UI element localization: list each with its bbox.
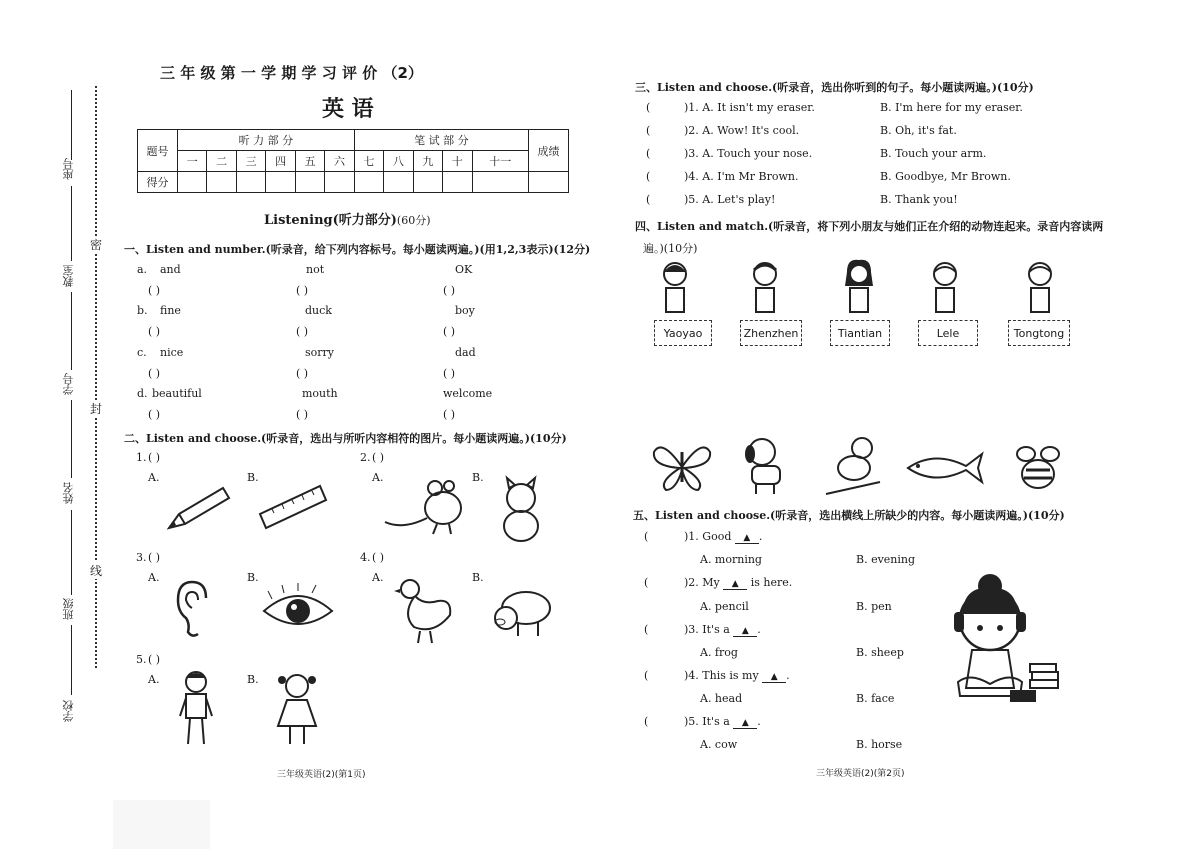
cat-icon bbox=[495, 478, 547, 544]
s5-question bbox=[684, 715, 761, 729]
opt-b: B. bbox=[472, 471, 484, 484]
school-line bbox=[71, 625, 72, 695]
exam-title: 三 年 级 第 一 学 期 学 习 评 价 （2） bbox=[160, 64, 423, 82]
col-7: 七 bbox=[354, 151, 383, 172]
s1-word: duck bbox=[305, 304, 332, 317]
score-cell[interactable] bbox=[236, 172, 265, 193]
name-line bbox=[71, 400, 72, 478]
opt-a: A. bbox=[148, 471, 160, 484]
opt-a: A. bbox=[148, 571, 160, 584]
s5-post: . bbox=[757, 715, 761, 728]
opt-a: A. bbox=[372, 571, 384, 584]
mouse-icon bbox=[383, 478, 473, 538]
col-9: 九 bbox=[413, 151, 442, 172]
blank-triangle-icon: ▲ bbox=[723, 579, 747, 590]
listening-en: Listening bbox=[264, 213, 333, 228]
name-tag-tiantian[interactable]: Tiantian bbox=[830, 320, 890, 346]
s2-q-num: 4. bbox=[360, 551, 371, 564]
col-2: 二 bbox=[207, 151, 236, 172]
s2-title: 二、Listen and choose.(听录音，选出与所听内容相符的图片。每小题读两遍。)(10分) bbox=[124, 432, 567, 445]
kid-yaoyao-icon bbox=[660, 260, 690, 314]
writing-header: 笔 试 部 分 bbox=[354, 130, 528, 151]
id-line bbox=[71, 292, 72, 370]
s5-open[interactable]: ( bbox=[644, 576, 649, 589]
score-cell[interactable] bbox=[354, 172, 383, 193]
s1-word: fine bbox=[160, 304, 181, 317]
boy-icon bbox=[178, 670, 214, 748]
opt-a: A. bbox=[148, 673, 160, 686]
scan-shadow bbox=[113, 800, 210, 849]
score-table bbox=[137, 129, 569, 193]
seat-line bbox=[71, 90, 72, 160]
s3-opt-b: B. Oh, it's fat. bbox=[880, 124, 957, 137]
s3-open[interactable]: ( bbox=[646, 124, 651, 137]
s5-question bbox=[684, 576, 792, 590]
answer-paren[interactable]: ( ) bbox=[148, 451, 161, 464]
s3-open[interactable]: ( bbox=[646, 101, 651, 114]
s2-q-num: 2. bbox=[360, 451, 371, 464]
s3-open[interactable]: ( bbox=[646, 147, 651, 160]
score-cell[interactable] bbox=[413, 172, 442, 193]
seat-label: 座号 bbox=[62, 158, 75, 180]
s1-word: not bbox=[306, 263, 325, 276]
s5-pre: )1. Good bbox=[684, 530, 732, 543]
s5-post: . bbox=[758, 530, 763, 543]
col-11: 十一 bbox=[472, 151, 528, 172]
s3-opt-b: B. Touch your arm. bbox=[880, 147, 987, 160]
s5-question bbox=[684, 530, 762, 544]
score-cell[interactable] bbox=[266, 172, 295, 193]
s5-opt-b: B. sheep bbox=[856, 646, 904, 659]
blank-triangle-icon: ▲ bbox=[762, 672, 786, 683]
s5-question bbox=[684, 669, 790, 683]
school-label: 学校 bbox=[62, 700, 75, 722]
listening-header: 听 力 部 分 bbox=[178, 130, 355, 151]
col-6: 六 bbox=[325, 151, 354, 172]
s5-pre: )2. My bbox=[684, 576, 720, 589]
q-label: 题号 bbox=[138, 130, 178, 172]
s3-opt-a: )3. A. Touch your nose. bbox=[684, 147, 813, 160]
s5-opt-a: A. cow bbox=[700, 738, 738, 751]
s1-title: 一、Listen and number.(听录音，给下列内容标号。每小题读两遍。)(用1,2,3表示)(12分) bbox=[124, 243, 591, 256]
fish-icon bbox=[904, 450, 984, 486]
class-label: 班级 bbox=[62, 598, 75, 620]
s3-opt-a: )4. A. I'm Mr Brown. bbox=[684, 170, 799, 183]
answer-paren[interactable]: ( ) bbox=[443, 325, 456, 338]
s5-pre: )5. It's a bbox=[684, 715, 730, 728]
s1-word: OK bbox=[455, 263, 473, 276]
col-1: 一 bbox=[178, 151, 207, 172]
blank-triangle-icon: ▲ bbox=[735, 533, 759, 544]
kid-tongtong-icon bbox=[1025, 260, 1055, 314]
ruler-icon bbox=[258, 484, 328, 530]
s1-prefix: c. bbox=[137, 346, 147, 359]
s1-word: beautiful bbox=[152, 387, 202, 400]
answer-paren[interactable]: ( ) bbox=[372, 451, 385, 464]
answer-paren[interactable]: ( ) bbox=[372, 551, 385, 564]
seal-char-1: 密 bbox=[90, 238, 103, 252]
col-8: 八 bbox=[384, 151, 413, 172]
s1-word: mouth bbox=[302, 387, 338, 400]
dog-icon bbox=[740, 436, 790, 496]
s5-open[interactable]: ( bbox=[644, 623, 649, 636]
s5-opt-b: B. horse bbox=[856, 738, 903, 751]
s5-opt-b: B. face bbox=[856, 692, 895, 705]
eye-icon bbox=[260, 585, 336, 635]
cut-line bbox=[95, 86, 97, 668]
score-cell[interactable] bbox=[472, 172, 528, 193]
answer-paren[interactable]: ( ) bbox=[148, 284, 161, 297]
s3-open[interactable]: ( bbox=[646, 170, 651, 183]
s3-opt-b: B. I'm here for my eraser. bbox=[880, 101, 1023, 114]
score-cell[interactable] bbox=[178, 172, 207, 193]
s5-opt-a: A. pencil bbox=[700, 600, 749, 613]
s3-opt-b: B. Thank you! bbox=[880, 193, 958, 206]
s5-open[interactable]: ( bbox=[644, 530, 649, 543]
kid-lele-icon bbox=[930, 260, 960, 314]
score-cell[interactable] bbox=[295, 172, 324, 193]
opt-a: A. bbox=[372, 471, 384, 484]
name-tag-tongtong[interactable]: Tongtong bbox=[1008, 320, 1070, 346]
s3-title: 三、Listen and choose.(听录音，选出你听到的句子。每小题读两遍。)(10分) bbox=[635, 81, 1034, 94]
s5-opt-a: A. frog bbox=[700, 646, 738, 659]
s5-open[interactable]: ( bbox=[644, 715, 649, 728]
col-3: 三 bbox=[236, 151, 265, 172]
listening-cn: (听力部分) bbox=[332, 213, 397, 228]
s5-opt-b: B. pen bbox=[856, 600, 892, 613]
score-cell[interactable] bbox=[443, 172, 472, 193]
s5-post: . bbox=[757, 623, 761, 636]
hen-icon bbox=[394, 575, 456, 645]
s1-word: boy bbox=[455, 304, 475, 317]
blank-triangle-icon: ▲ bbox=[733, 626, 757, 637]
s4-title-line1: 四、Listen and match.(听录音，将下列小朋友与她们正在介绍的动物连起来。录音内容读两 bbox=[635, 220, 1104, 233]
seal-char-2: 封 bbox=[90, 402, 103, 416]
girl-icon bbox=[272, 672, 322, 748]
col-4: 四 bbox=[266, 151, 295, 172]
ear-icon bbox=[176, 580, 212, 638]
seal-char-3: 线 bbox=[90, 564, 103, 578]
s2-q-num: 5. bbox=[136, 653, 147, 666]
name-tag-zhenzhen[interactable]: Zhenzhen bbox=[740, 320, 802, 346]
answer-paren[interactable]: ( ) bbox=[443, 367, 456, 380]
answer-paren[interactable]: ( ) bbox=[148, 653, 161, 666]
s5-opt-b: B. evening bbox=[856, 553, 916, 566]
butterfly-icon bbox=[652, 442, 712, 492]
s1-word: dad bbox=[455, 346, 476, 359]
s5-post: is here. bbox=[750, 576, 793, 589]
id-label: 学号 bbox=[62, 373, 75, 395]
s2-q-num: 1. bbox=[136, 451, 147, 464]
opt-b: B. bbox=[247, 571, 259, 584]
answer-paren[interactable]: ( ) bbox=[443, 284, 456, 297]
s5-question bbox=[684, 623, 761, 637]
s3-opt-a: )1. A. It isn't my eraser. bbox=[684, 101, 815, 114]
score-cell[interactable] bbox=[207, 172, 236, 193]
footer-right: 三年级英语(2)(第2页) bbox=[816, 769, 905, 779]
bee-icon bbox=[1010, 440, 1066, 496]
answer-paren[interactable]: ( ) bbox=[148, 367, 161, 380]
name-tag-lele[interactable]: Lele bbox=[918, 320, 978, 346]
s5-pre: )4. This is my bbox=[684, 669, 759, 682]
pig-icon bbox=[490, 580, 554, 642]
s3-opt-b: B. Goodbye, Mr Brown. bbox=[880, 170, 1011, 183]
room-line bbox=[71, 186, 72, 261]
col-5: 五 bbox=[295, 151, 324, 172]
s4-title-line2: 遍。)(10分) bbox=[643, 242, 698, 255]
col-10: 十 bbox=[443, 151, 472, 172]
bird-icon bbox=[820, 434, 884, 498]
s5-post: . bbox=[786, 669, 790, 682]
s5-pre: )3. It's a bbox=[684, 623, 730, 636]
s3-opt-a: )2. A. Wow! It's cool. bbox=[684, 124, 800, 137]
footer-left: 三年级英语(2)(第1页) bbox=[277, 770, 366, 780]
kid-zhenzhen-icon bbox=[750, 260, 780, 314]
s1-word: and bbox=[160, 263, 181, 276]
blank-triangle-icon: ▲ bbox=[733, 718, 757, 729]
answer-paren[interactable]: ( ) bbox=[443, 408, 456, 421]
answer-paren[interactable]: ( ) bbox=[296, 325, 309, 338]
s1-word: sorry bbox=[305, 346, 334, 359]
s1-prefix: b. bbox=[137, 304, 148, 317]
name-label: 姓名 bbox=[62, 482, 75, 504]
listening-pts: (60分) bbox=[396, 214, 431, 227]
score-cell[interactable] bbox=[384, 172, 413, 193]
kid-tiantian-icon bbox=[843, 258, 875, 316]
answer-paren[interactable]: ( ) bbox=[148, 325, 161, 338]
answer-paren[interactable]: ( ) bbox=[296, 284, 309, 297]
score-label: 得分 bbox=[138, 172, 178, 193]
s1-prefix: d. bbox=[137, 387, 148, 400]
subject-title: 英 语 bbox=[322, 96, 374, 122]
answer-paren[interactable]: ( ) bbox=[148, 408, 161, 421]
s2-q-num: 3. bbox=[136, 551, 147, 564]
class-line bbox=[71, 510, 72, 595]
s3-opt-a: )5. A. Let's play! bbox=[684, 193, 776, 206]
total-label: 成绩 bbox=[529, 130, 569, 172]
pencil-icon bbox=[165, 484, 231, 532]
s3-open[interactable]: ( bbox=[646, 193, 651, 206]
opt-b: B. bbox=[472, 571, 484, 584]
listening-title bbox=[264, 209, 431, 228]
s1-word: nice bbox=[160, 346, 184, 359]
answer-paren[interactable]: ( ) bbox=[296, 408, 309, 421]
s1-word: welcome bbox=[443, 387, 493, 400]
opt-b: B. bbox=[247, 471, 259, 484]
s5-open[interactable]: ( bbox=[644, 669, 649, 682]
answer-paren[interactable]: ( ) bbox=[148, 551, 161, 564]
s5-opt-a: A. head bbox=[700, 692, 743, 705]
score-cell[interactable] bbox=[325, 172, 354, 193]
opt-b: B. bbox=[247, 673, 259, 686]
s5-title: 五、Listen and choose.(听录音，选出横线上所缺少的内容。每小题读两遍。)(10分) bbox=[633, 509, 1065, 522]
answer-paren[interactable]: ( ) bbox=[296, 367, 309, 380]
s5-opt-a: A. morning bbox=[700, 553, 762, 566]
score-cell[interactable] bbox=[529, 172, 569, 193]
girl-with-headphones-icon bbox=[950, 572, 1062, 712]
room-label: 教室 bbox=[62, 265, 75, 287]
name-tag-yaoyao[interactable]: Yaoyao bbox=[654, 320, 712, 346]
s1-prefix: a. bbox=[137, 263, 148, 276]
